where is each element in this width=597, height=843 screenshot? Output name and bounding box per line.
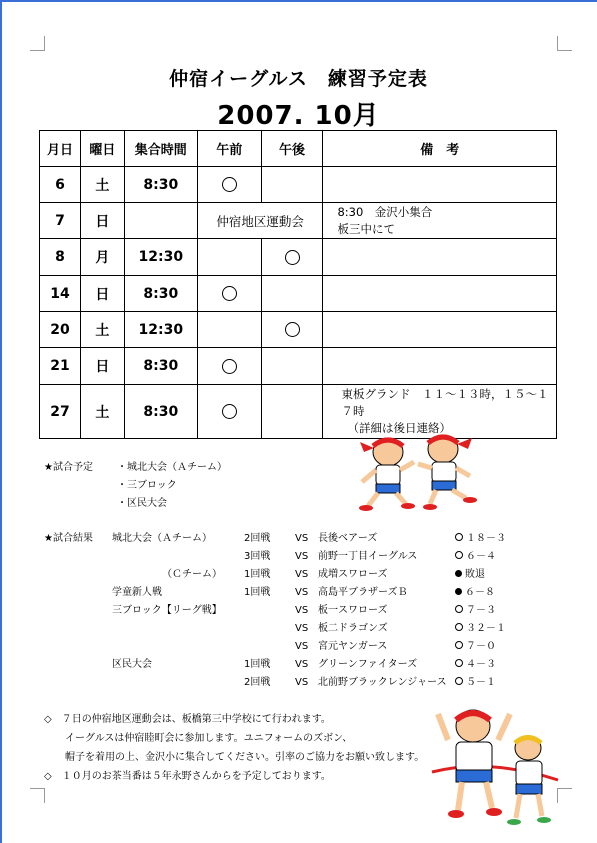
table-row (40, 348, 557, 385)
table-row (40, 312, 557, 348)
result-opponent: 板二ドラゴンズ (318, 623, 388, 634)
result-vs: VS (295, 659, 309, 670)
cell-time (124, 203, 197, 239)
results-row (40, 638, 560, 656)
note-line: ７時 (341, 404, 365, 418)
crop-mark-bottom-left (30, 788, 45, 803)
result-outcome: ７－３ (455, 602, 496, 620)
practice-mark (285, 322, 300, 337)
result-round: 2回戦 (244, 533, 271, 544)
cell-afternoon (261, 312, 323, 348)
schedule-table (39, 130, 557, 439)
loss-mark (455, 588, 462, 595)
table-row (40, 167, 557, 203)
note-line: 帽子を着用の上、金沢小に集合してください。引率のご協力をお願い致します。 (65, 752, 425, 763)
header-date: 月日 (40, 131, 81, 167)
results-row (40, 620, 560, 638)
table-row (40, 239, 557, 276)
cell-weekday: 土 (80, 312, 124, 348)
cell-weekday: 日 (80, 348, 124, 385)
result-outcome: 敗退 (455, 566, 485, 584)
header-weekday: 曜日 (80, 131, 124, 167)
schedule-header-row (40, 131, 557, 167)
header-meet-time: 集合時間 (124, 131, 197, 167)
note-line: ◇ ７日の仲宿地区運動会は、板橋第三中学校にて行われます。 (44, 714, 331, 725)
cell-date: 8 (40, 239, 81, 276)
notes-section (44, 710, 424, 786)
result-vs: VS (295, 533, 309, 544)
result-event: 城北大会（Ａチーム） (112, 533, 212, 544)
win-mark (455, 659, 463, 667)
cell-time: 8:30 (124, 276, 197, 312)
cell-date: 27 (40, 385, 81, 439)
cell-afternoon (261, 385, 323, 439)
page-title: 仲宿イーグルス 練習予定表 (169, 68, 428, 90)
note-line: ◇ １０月のお茶当番は５年永野さんからを予定しております。 (44, 771, 331, 782)
crop-mark-top-left (30, 36, 45, 51)
page-subtitle: 2007. 10月 (217, 101, 380, 131)
table-row (40, 276, 557, 312)
cell-weekday: 月 (80, 239, 124, 276)
cell-morning (197, 239, 261, 276)
result-vs: VS (295, 677, 309, 688)
result-opponent: 高島平ブラザーズＢ (318, 587, 408, 598)
note-line: イーグルスは仲宿睦町会に参加します。ユニフォームのズボン、 (65, 733, 353, 744)
runner-right (418, 435, 477, 510)
cell-afternoon (261, 276, 323, 312)
result-opponent: 成増スワローズ (318, 569, 388, 580)
header-notes: 備 考 (323, 131, 557, 167)
cell-note (323, 239, 557, 276)
kid-big (438, 710, 510, 818)
results-row (40, 584, 560, 602)
cell-weekday: 土 (80, 385, 124, 439)
results-row (40, 548, 560, 566)
runner-left (359, 438, 415, 511)
cell-note (323, 167, 557, 203)
win-mark (455, 551, 463, 559)
cell-weekday: 日 (80, 276, 124, 312)
practice-mark (222, 286, 237, 301)
result-round: 2回戦 (244, 677, 271, 688)
cell-time: 12:30 (124, 312, 197, 348)
plan-item: ・三ブロック (117, 480, 177, 491)
win-mark (455, 623, 463, 631)
cell-date: 6 (40, 167, 81, 203)
results-row (40, 674, 560, 692)
result-outcome: ６－４ (455, 548, 496, 566)
kid-small (507, 736, 551, 825)
note-line: 8:30 金沢小集合 (337, 204, 433, 219)
running-kids-illustration (348, 424, 488, 514)
practice-mark (222, 177, 237, 192)
result-round: 1回戦 (244, 569, 271, 580)
crop-mark-top-right (557, 36, 572, 51)
cell-afternoon (261, 167, 323, 203)
cell-event: 仲宿地区運動会 (197, 203, 323, 239)
cell-note (323, 276, 557, 312)
note-line: （詳細は後日連絡） (347, 421, 451, 435)
result-vs: VS (295, 623, 309, 634)
cell-morning (197, 312, 261, 348)
result-vs: VS (295, 569, 309, 580)
cell-morning (197, 385, 261, 439)
result-event: 学童新人戦 (112, 587, 162, 598)
result-round: 3回戦 (244, 551, 271, 562)
plan-item: ・城北大会（Ａチーム） (117, 462, 227, 473)
result-event: 三ブロック【リーグ戦】 (112, 605, 222, 616)
note-line: 板三中にて (337, 221, 395, 236)
result-opponent: 前野一丁目イーグルス (318, 551, 418, 562)
results-row (40, 566, 560, 584)
cell-note (323, 348, 557, 385)
table-row (40, 203, 557, 239)
cell-time: 8:30 (124, 167, 197, 203)
result-outcome: ５－１ (455, 674, 496, 692)
result-vs: VS (295, 551, 309, 562)
result-outcome: ６－８ (455, 584, 495, 602)
cell-afternoon (261, 239, 323, 276)
results-row (40, 656, 560, 674)
results-row (40, 530, 560, 548)
win-mark (455, 641, 463, 649)
result-opponent: 板一スワローズ (318, 605, 388, 616)
win-mark (455, 605, 463, 613)
header-morning: 午前 (197, 131, 261, 167)
cell-time: 8:30 (124, 385, 197, 439)
cell-date: 7 (40, 203, 81, 239)
result-vs: VS (295, 605, 309, 616)
cell-date: 20 (40, 312, 81, 348)
win-mark (455, 677, 463, 685)
practice-mark (222, 404, 237, 419)
note-line: 東板グランド １１～１３時，１５～１ (341, 387, 549, 401)
cell-weekday: 日 (80, 203, 124, 239)
cell-morning (197, 348, 261, 385)
result-outcome: ７－０ (455, 638, 496, 656)
practice-mark (285, 250, 300, 265)
cell-time: 12:30 (124, 239, 197, 276)
cell-note (323, 312, 557, 348)
win-mark (455, 533, 463, 541)
result-outcome: １８－３ (455, 530, 506, 548)
plan-item: ・区民大会 (117, 498, 167, 509)
header-afternoon: 午後 (261, 131, 323, 167)
results-row (40, 602, 560, 620)
cell-morning (197, 167, 261, 203)
result-opponent: グリーンファイターズ (318, 659, 418, 670)
cell-date: 21 (40, 348, 81, 385)
result-opponent: 北前野ブラックレンジャース (318, 677, 447, 688)
cell-weekday: 土 (80, 167, 124, 203)
result-outcome: ３２－１ (455, 620, 506, 638)
result-event: （Ｃチーム） (162, 569, 222, 580)
results-label: ★試合結果 (44, 533, 93, 544)
result-round: 1回戦 (244, 659, 271, 670)
result-outcome: ４－３ (455, 656, 496, 674)
result-vs: VS (295, 641, 309, 652)
cell-afternoon (261, 348, 323, 385)
cell-note (323, 203, 557, 239)
plans-label: ★試合予定 (44, 462, 93, 473)
result-vs: VS (295, 587, 309, 598)
result-opponent: 宮元ヤンガース (318, 641, 388, 652)
plans-list (117, 459, 227, 513)
loss-mark (455, 570, 462, 577)
cell-time: 8:30 (124, 348, 197, 385)
result-opponent: 長後ベアーズ (318, 533, 378, 544)
practice-mark (222, 359, 237, 374)
finish-line-kids-illustration (430, 700, 560, 830)
cell-morning (197, 276, 261, 312)
result-round: 1回戦 (244, 587, 271, 598)
cell-date: 14 (40, 276, 81, 312)
result-event: 区民大会 (112, 659, 152, 670)
